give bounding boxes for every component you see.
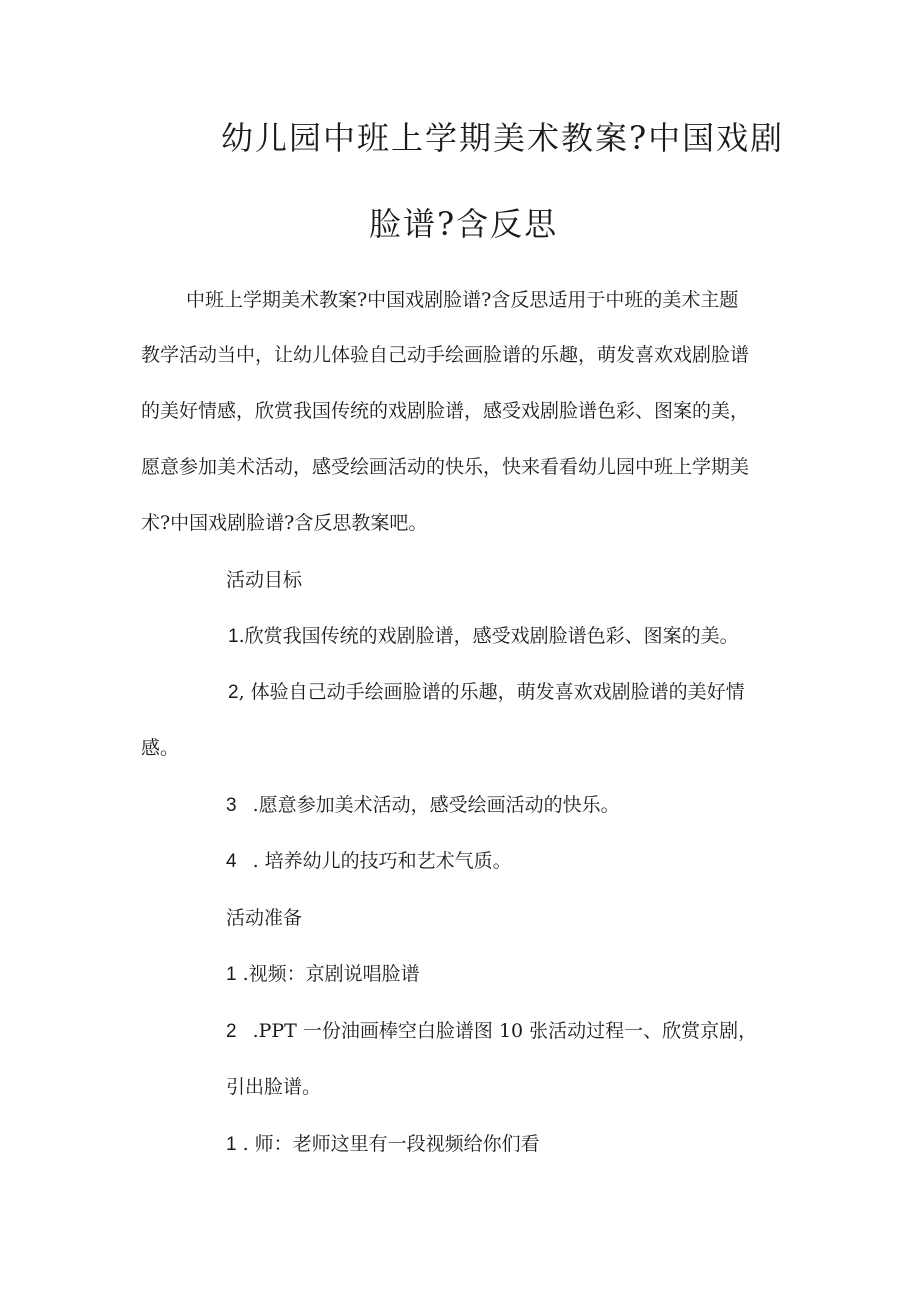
intro-line: 术?中国戏剧脸谱?含反思教案吧。 xyxy=(141,512,428,534)
prep-item xyxy=(226,1017,757,1046)
goal-number: 2 xyxy=(228,682,239,703)
goal-number: 1 xyxy=(228,626,239,647)
goal-item xyxy=(226,791,620,820)
intro-line: 中班上学期美术教案?中国戏剧脸谱?含反思适用于中班的美术主题 xyxy=(186,289,739,311)
goal-item xyxy=(226,847,512,876)
prep-number: 1 xyxy=(226,964,237,985)
prep-continuation: 引出脸谱。 xyxy=(226,1076,322,1098)
prep-heading: 活动准备 xyxy=(226,907,303,929)
intro-line: 教学活动当中，让幼儿体验自己动手绘画脸谱的乐趣，萌发喜欢戏剧脸谱 xyxy=(141,344,750,366)
goal-text: .愿意参加美术活动，感受绘画活动的快乐。 xyxy=(252,794,620,816)
title-line-2: 脸谱?含反思 xyxy=(369,205,559,243)
prep-item xyxy=(226,960,420,989)
goal-text: .欣赏我国传统的戏剧脸谱，感受戏剧脸谱色彩、图案的美。 xyxy=(238,625,739,647)
process-text: . 师：老师这里有一段视频给你们看 xyxy=(242,1133,540,1155)
goal-item xyxy=(228,678,745,707)
goal-text: , 体验自己动手绘画脸谱的乐趣，萌发喜欢戏剧脸谱的美好情 xyxy=(238,681,745,703)
goal-number: 3 xyxy=(226,795,237,816)
goal-text: . 培养幼儿的技巧和艺术气质。 xyxy=(252,850,512,872)
goal-item xyxy=(228,622,739,651)
title-line-1: 幼儿园中班上学期美术教案?中国戏剧 xyxy=(221,119,785,157)
prep-text: .PPT 一份油画棒空白脸谱图 10 张活动过程一、欣赏京剧， xyxy=(252,1020,758,1042)
goal-continuation: 感。 xyxy=(141,737,180,759)
intro-line: 愿意参加美术活动，感受绘画活动的快乐，快来看看幼儿园中班上学期美 xyxy=(141,456,750,478)
goal-number: 4 xyxy=(226,851,237,872)
intro-line: 的美好情感，欣赏我国传统的戏剧脸谱，感受戏剧脸谱色彩、图案的美， xyxy=(141,400,750,422)
process-item xyxy=(226,1130,540,1159)
prep-text: .视频：京剧说唱脸谱 xyxy=(242,963,420,985)
prep-number: 2 xyxy=(226,1021,237,1042)
process-number: 1 xyxy=(226,1134,237,1155)
goals-heading: 活动目标 xyxy=(226,569,303,591)
